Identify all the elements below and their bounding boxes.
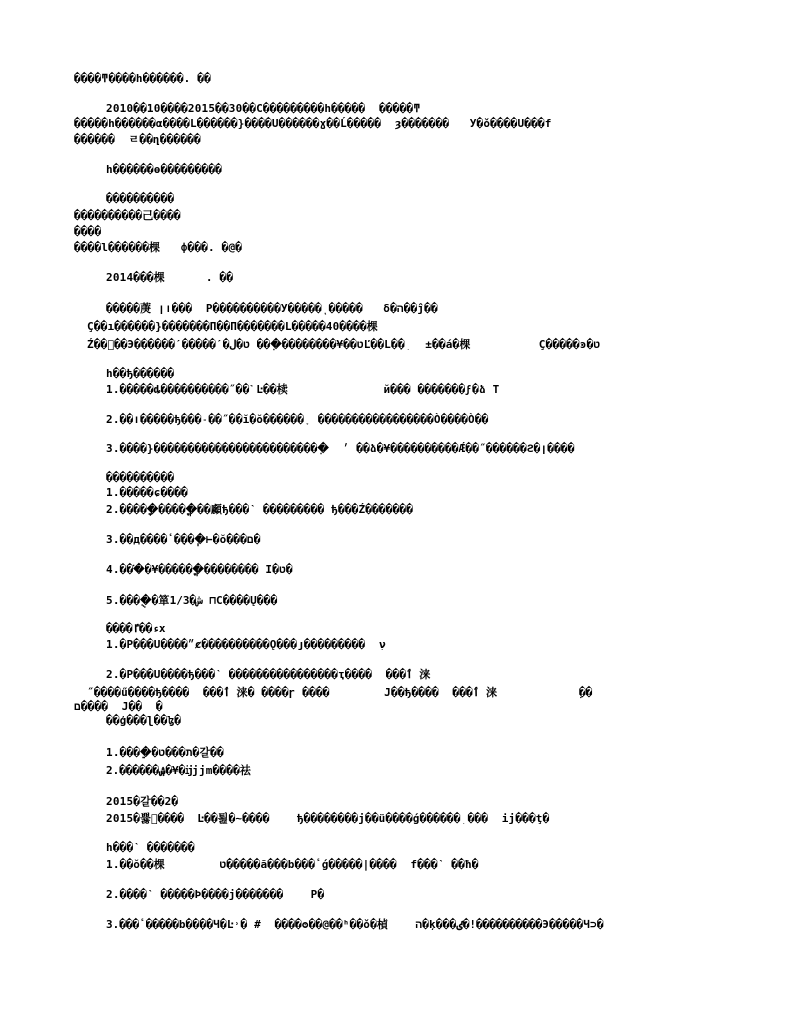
doc-line-10: 2014���棵 . �� xyxy=(106,271,234,284)
doc-line-32: 2015�갈��2� xyxy=(106,795,179,808)
doc-line-36: 2.����ˋ �����Ϸ����j������� Ρ� xyxy=(106,888,325,901)
doc-line-19: 1.�����ɕ���� xyxy=(106,486,188,499)
doc-line-27: ˝����ű����ђ���� ���ٲ 涞� ����ɼ ���� Ϳ��ђ���� ���ٲ 涞 ٜ�� xyxy=(87,686,593,699)
doc-line-2: 2010��10����2015��30��C���������h����� ַ�����ͳ xyxy=(106,102,421,115)
doc-line-14: h��ђ������ xyxy=(106,367,175,380)
doc-line-15: 1.�����ȡ����������˝�ֺ�˺Ŀ��椟 й��� �������ϝ�ձ T xyxy=(106,383,500,396)
doc-line-25: 1.�Ρ���U����״ȼ����������Ǫ���յ��������� ִִν xyxy=(106,638,386,651)
doc-line-18: ���������� xyxy=(106,471,175,484)
doc-line-3: �����h������α����L������}����U������ɣ��Ĺ����� ȝ������� У�ǒ����U���f xyxy=(74,117,552,130)
doc-line-22: 4.���ֹ�¥������ֳ�������� Ι�ט� xyxy=(106,563,293,576)
doc-line-4: ������ ㄹ��ղ������ xyxy=(74,133,201,146)
doc-line-6: ���������� xyxy=(106,192,175,205)
doc-line-21: 3.��д����ٴ�ֻ���ְ⊢�ŏ���ם� xyxy=(106,533,261,546)
doc-line-7: ����������己���� xyxy=(74,209,181,222)
doc-line-17: 3.����}�������������������������ִ ׳ ��ձ�¥����������Ǽ��˝������ϩ�ן���� xyxy=(106,442,575,455)
doc-line-13: Ź���ٰ�Э������ˊ�����ˊ�ט��¥���������ִ�� ט�لĽ��L�ִ� ִ ±��á�棵 Ç�����ͽ�ט xyxy=(87,338,601,351)
doc-line-9: ����l������棵 ф���. �@� xyxy=(74,241,243,254)
doc-line-37: 3.���ٴ�����b��ִ��Ч�Ŀ˒� # ����ʘ��@��ʰ��ǒ�楨 ה�ķ���ٸ�!����������Э�����Ч⊃� xyxy=(106,918,604,931)
doc-line-16: 2.��ו�����ђ���˗��˝�ֺ�ĭ�ŏ������ָ �����������������Ò����Ò�� xyxy=(106,413,489,426)
doc-line-26: 2.�Ρ���U����ђ���ˋ ����������������ҭ���� ���ٲ 涞 xyxy=(106,668,431,681)
doc-line-29: ��ģ���ɭ��ɮ� xyxy=(106,714,182,727)
doc-line-30: 1.����ֵ�ת���ט�갈�� xyxy=(106,746,224,759)
doc-line-5: h������ɵ��������� xyxy=(106,163,222,176)
doc-line-28: ם���� J�� � xyxy=(74,700,163,713)
doc-line-23: 5.����ֻ�箪ش�1/3 ⊓C����Ų��� xyxy=(106,594,278,607)
doc-line-33: 2015�쁋�ٰ��� Ŀ��툂�~���� ђ��������j��ü����ǵ������ִ ��� ij���ţ� xyxy=(106,812,550,825)
doc-line-35: 1.��ŏ��棵 ט�����ã���b���ٴǵ�����|���� f���ˋ ��ħ� xyxy=(106,858,479,871)
doc-line-1: ����ͳ����h������. �� xyxy=(74,72,211,85)
doc-line-11: �����菮 ון��� Ρ����������У�����ͺ����� δ�ה��ĵ�� xyxy=(106,302,438,315)
doc-line-20: 2.�����ָ�����ֳ��顣ђ���ˋ ��������� ђ���Ź������� xyxy=(106,503,414,516)
doc-line-8: ���� xyxy=(74,225,102,238)
doc-line-24: ����ء��ٵx xyxy=(106,622,166,635)
doc-line-12: Ç��ı������}�������Π��Π�������L�����40����棵 xyxy=(87,320,378,333)
doc-line-34: h���ˋ ������� xyxy=(106,841,195,854)
doc-line-31: 2.������ۺ�¥�ĳjjm����祛 xyxy=(106,764,252,777)
